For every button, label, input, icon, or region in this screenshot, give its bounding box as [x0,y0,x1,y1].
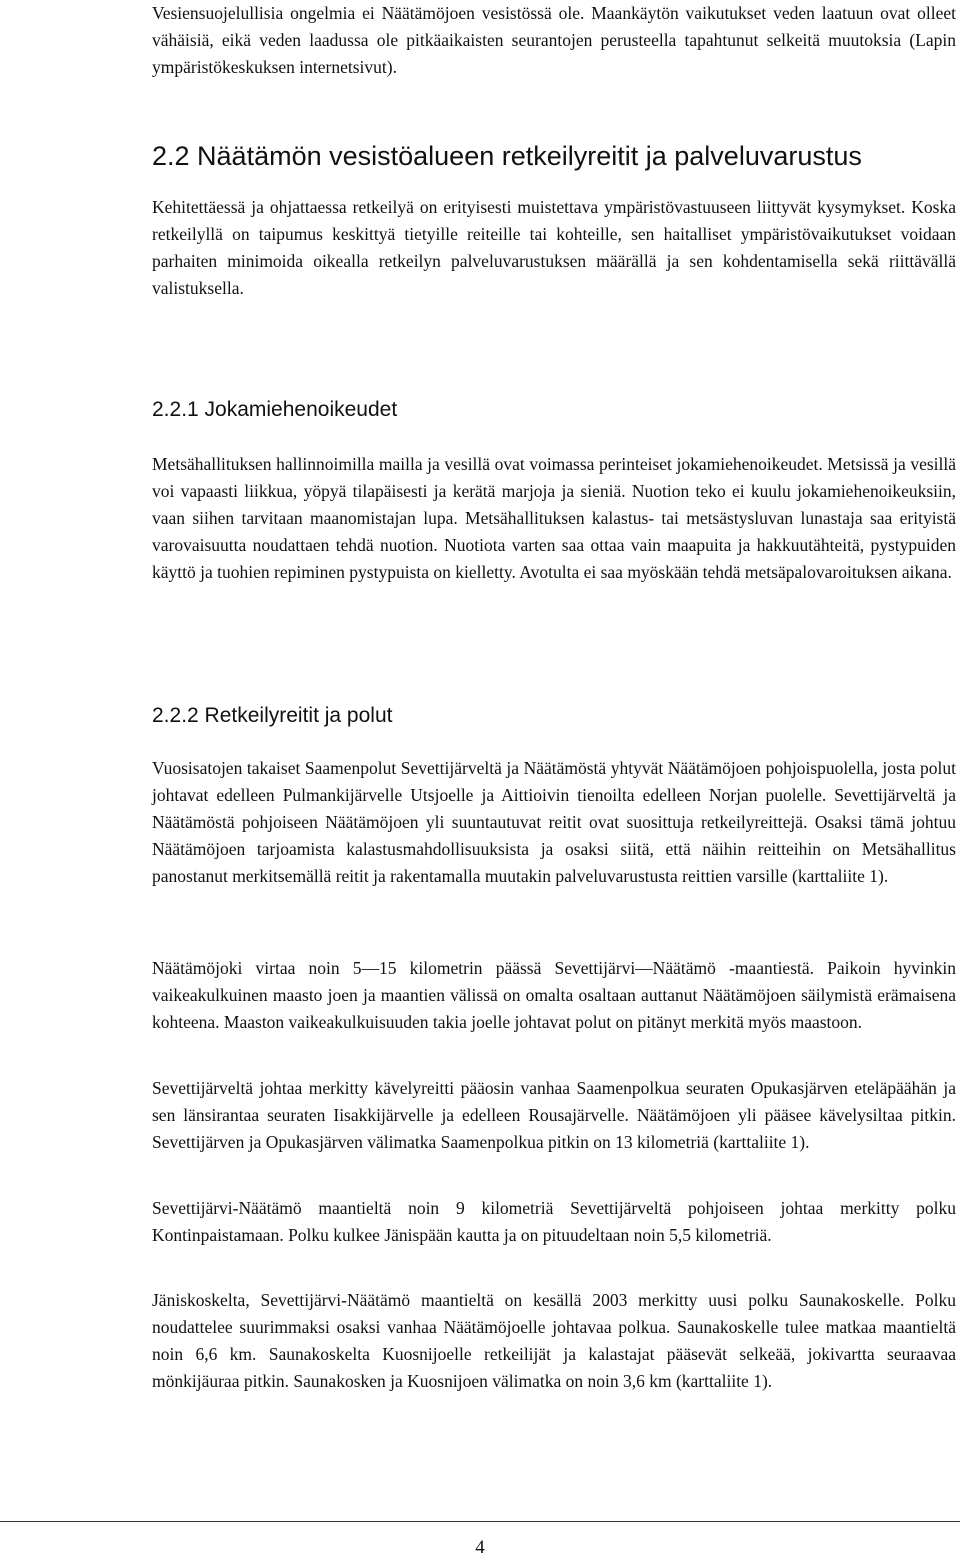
section-2-2-2-heading: 2.2.2 Retkeilyreitit ja polut [152,704,393,727]
intro-paragraph: Vesiensuojelullisia ongelmia ei Näätämöjoen vesistössä ole. Maankäytön vaikutukset veden laatuun ovat olleet vähäisiä, eikä veden laadussa ole pitkäaikaisten seurantojen perusteella tapahtunut selkeitä muutoksia (Lapin ympäristökeskuksen internetsivut). [152,3,956,77]
page-number: 4 [475,1537,485,1558]
section-2-2-1-paragraph: Metsähallituksen hallinnoimilla mailla ja vesillä ovat voimassa perinteiset jokamiehenoikeudet. Metsissä ja vesillä voi vapaasti liikkua, yöpyä tilapäisesti ja kerätä marjoja ja sieniä. Nuotion teko ei kuulu jokamiehenoikeuksiin, vaan siihen tarvitaan maanomistajan lupa. Metsähallituksen kalastus- tai metsästysluvan lunastaja saa erityistä varovaisuutta noudattaen tehdä nuotion. Nuotiota varten saa ottaa vain maapuita ja hakkuutähteitä, pystypuiden käyttö ja tuohien repiminen pystypuista on kielletty. Avotulta ei saa myöskään tehdä metsäpalovaroituksen aikana. [152,454,956,582]
section-2-2-1-heading: 2.2.1 Jokamiehenoikeudet [152,398,398,421]
footer-divider [0,1521,960,1522]
section-2-2-paragraph: Kehitettäessä ja ohjattaessa retkeilyä on erityisesti muistettava ympäristövastuuseen liittyvät kysymykset. Koska retkeilyllä on taipumus keskittyä tietyille reiteille tai kohteille, sen haitalliset ympäristövaikutukset voidaan parhaiten minimoida oikealla retkeilyn palveluvarustuksen määrällä ja sen kohdentamisella sekä riittävällä valistuksella. [152,197,956,298]
routes-paragraph-5: Jäniskoskelta, Sevettijärvi-Näätämö maantieltä on kesällä 2003 merkitty uusi polku Saunakoskelle. Polku noudattelee suurimmaksi osaksi vanhaa Näätämöjoelle johtavaa polkua. Saunakoskelle tulee matkaa maantieltä noin 6,6 km. Saunakoskelta Kuosnijoelle retkeilijät ja kalastajat pääsevät selkeää, jokivartta seuraavaa mönkijäuraa pitkin. Saunakosken ja Kuosnijoen välimatka on noin 3,6 km (karttaliite 1). [152,1290,956,1391]
routes-paragraph-4: Sevettijärvi-Näätämö maantieltä noin 9 kilometriä Sevettijärveltä pohjoiseen johtaa merkitty polku Kontinpaistamaan. Polku kulkee Jänispään kautta ja on pituudeltaan noin 5,5 kilometriä. [152,1198,956,1245]
section-2-2-heading: 2.2 Näätämön vesistöalueen retkeilyreitit ja palveluvarustus [152,141,862,171]
routes-paragraph-2: Näätämöjoki virtaa noin 5—15 kilometrin päässä Sevettijärvi—Näätämö -maantiestä. Paikoin hyvinkin vaikeakulkuinen maasto joen ja maantien välissä on omalta osaltaan auttanut Näätämöjoen säilymistä erämaisena kohteena. Maaston vaikeakulkuisuuden takia joelle johtavat polut on pitänyt merkitä myös maastoon. [152,958,956,1032]
routes-paragraph-3: Sevettijärveltä johtaa merkitty kävelyreitti pääosin vanhaa Saamenpolkua seuraten Opukasjärven eteläpäähän ja sen länsirantaa seuraten Iisakkijärvelle ja edelleen Rousajärvelle. Näätämöjoen yli pääsee kävelysiltaa pitkin. Sevettijärven ja Opukasjärven välimatka Saamenpolkua pitkin on 13 kilometriä (karttaliite 1). [152,1078,956,1152]
routes-paragraph-1: Vuosisatojen takaiset Saamenpolut Sevettijärveltä ja Näätämöstä yhtyvät Näätämöjoen pohjoispuolella, josta polut johtavat edelleen Pulmankijärvelle Utsjoelle ja Aittioivin tienoilta edelleen Norjan puolelle. Sevettijärveltä ja Näätämöstä pohjoiseen Näätämöjoen yli suuntautuvat reitit ovat suosittuja retkeilyreittejä. Osaksi tämä johtuu Näätämöjoen tarjoamista kalastusmahdollisuuksista ja osaksi siitä, että näihin reitteihin on Metsähallitus panostanut merkitsemällä reitit ja rakentamalla muutakin palveluvarustusta reittien varsille (karttaliite 1). [152,758,956,886]
